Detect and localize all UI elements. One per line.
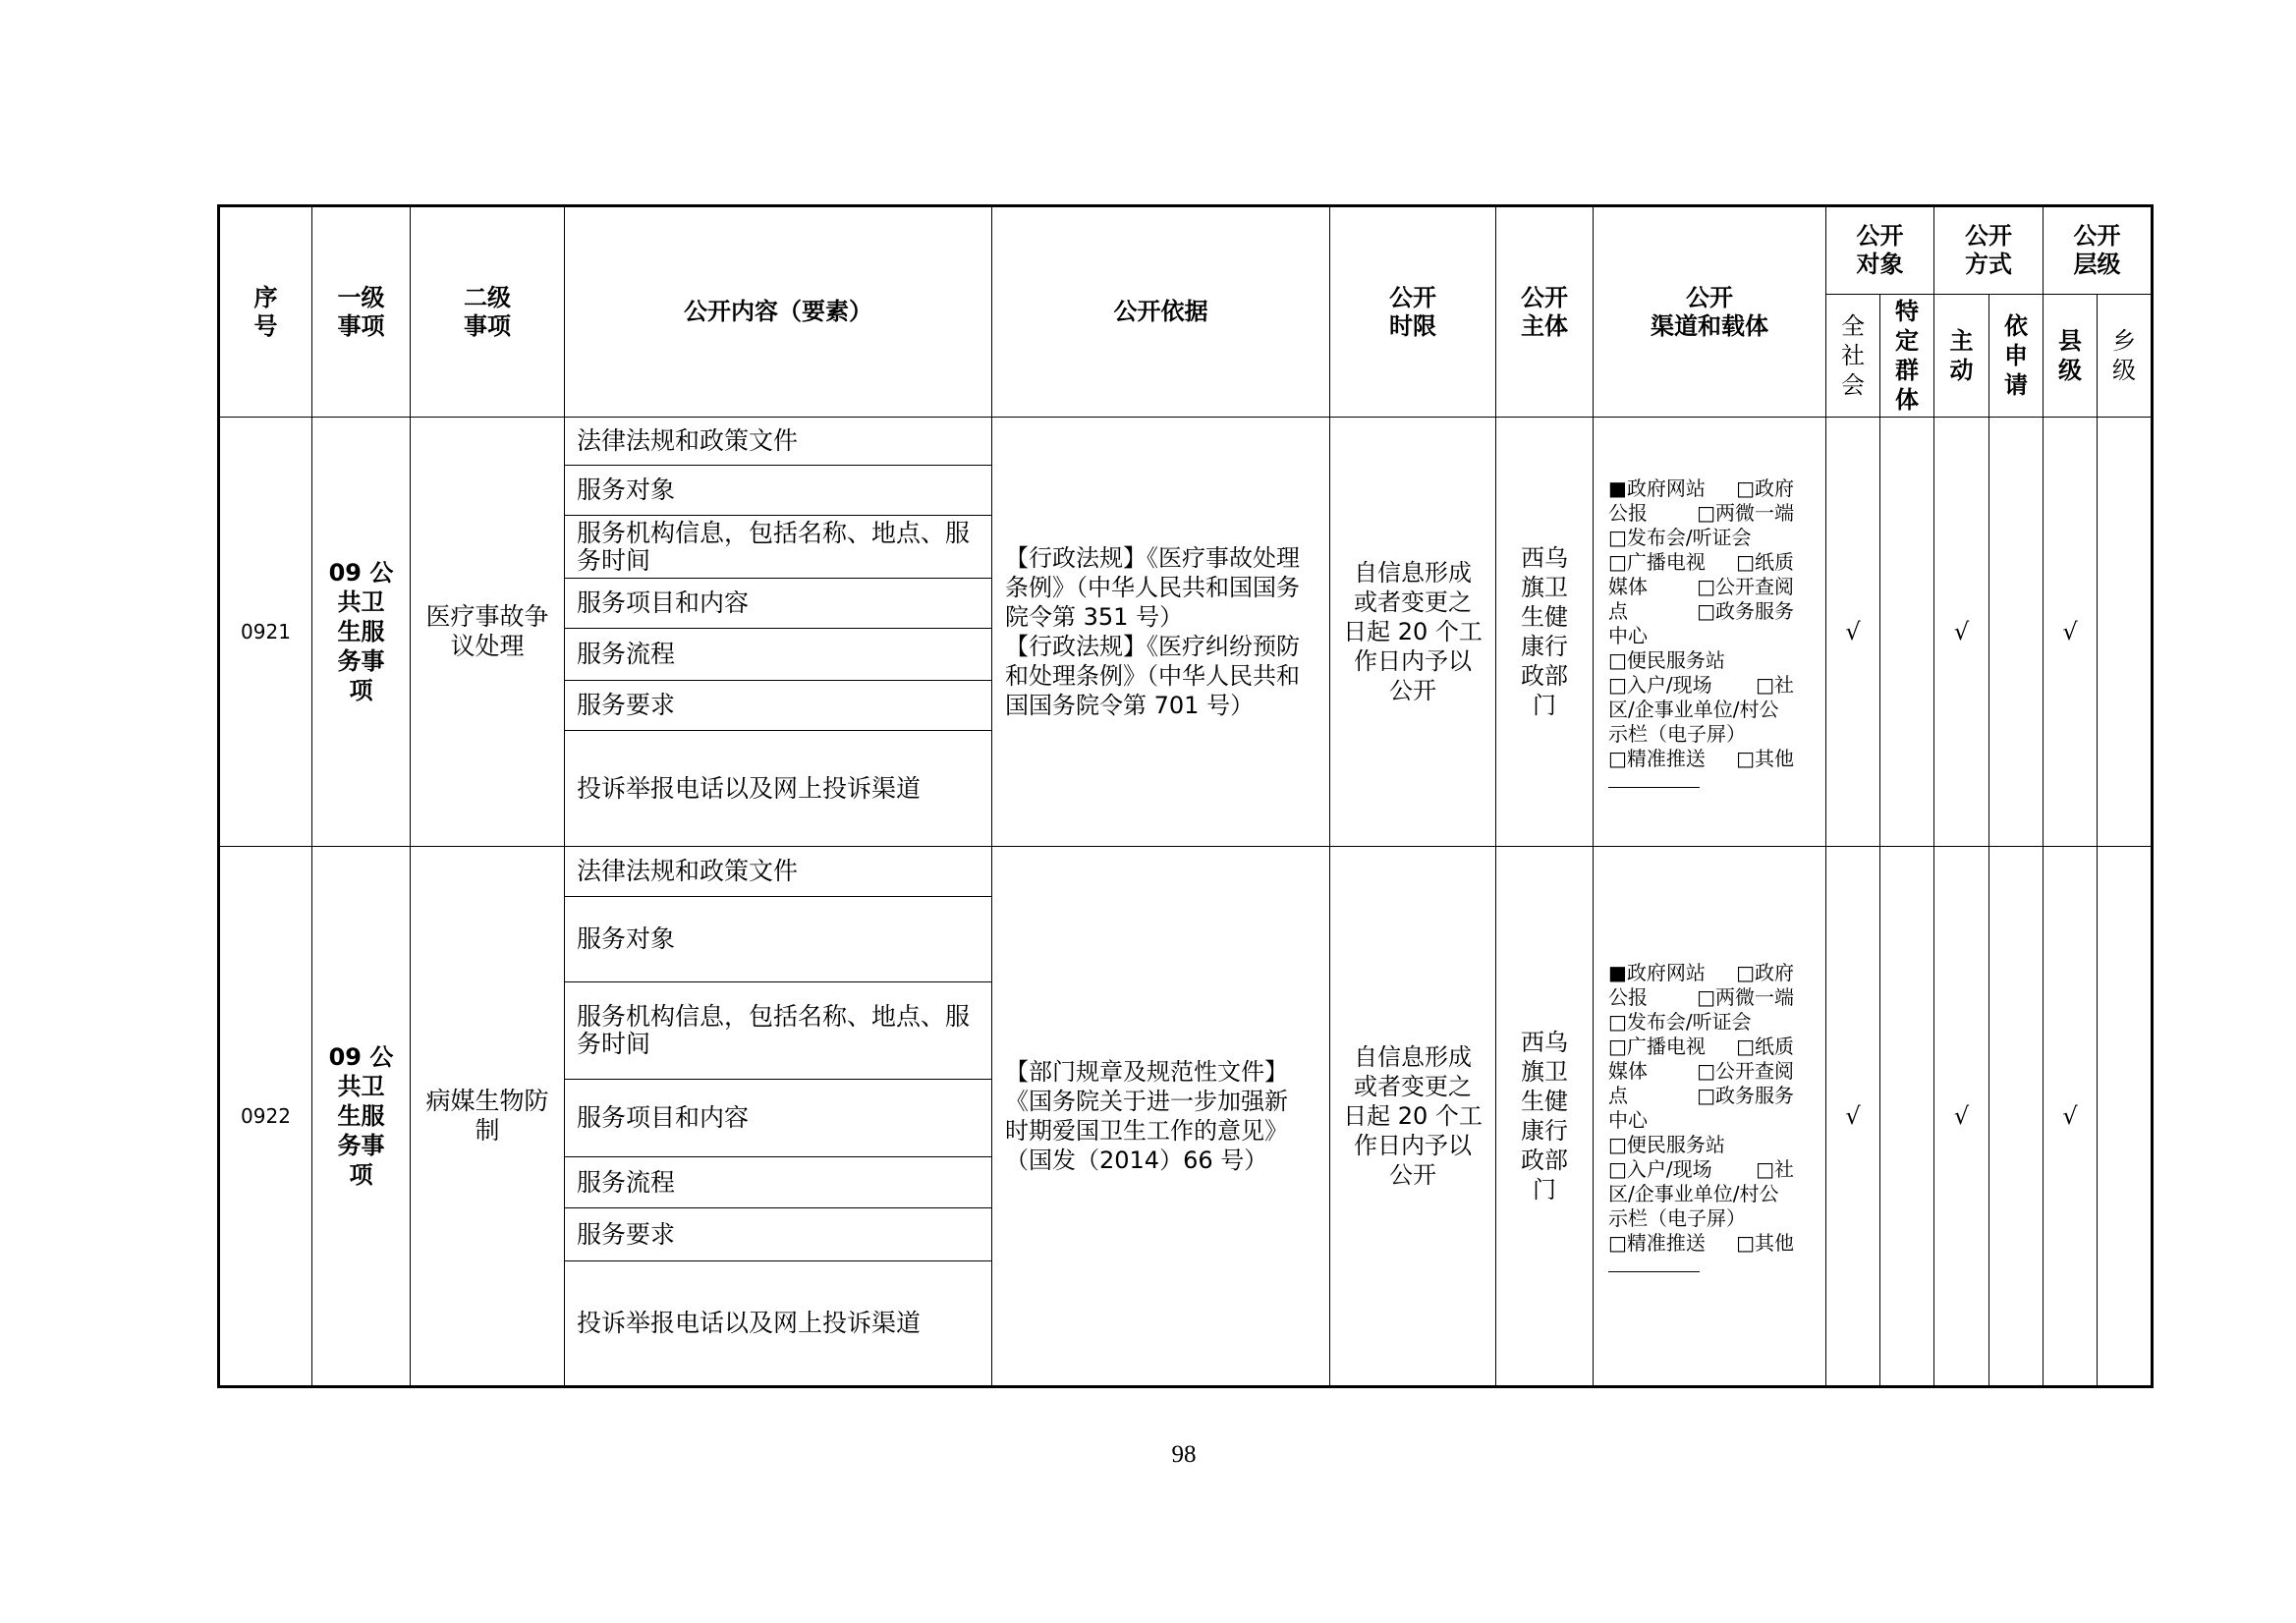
header-content <box>565 206 992 418</box>
content-item-cell <box>565 982 992 1080</box>
channel-option-group: 点 <box>1608 1083 1628 1107</box>
header-mode <box>1934 206 2044 295</box>
text-line: 级 <box>2058 357 2082 384</box>
text-line: 乡 <box>2112 327 2136 355</box>
channel-line <box>1608 1084 1794 1108</box>
channel-option-group: □政务服务 <box>1697 1083 1794 1107</box>
text-line: 《国务院关于进一步加强新 <box>1005 1088 1288 1115</box>
channel-line <box>1608 550 1794 575</box>
header-channel-text <box>1594 284 1825 341</box>
text-line: 服务要求 <box>577 691 676 719</box>
header-level2 <box>411 206 565 418</box>
table-row <box>219 418 2153 466</box>
check-cell <box>2044 418 2098 847</box>
text-line: 公开 <box>1856 222 1904 250</box>
text-line: 09 公 <box>328 1043 394 1071</box>
channel-line <box>1608 673 1794 698</box>
channel-option-group: □纸质 <box>1736 549 1794 574</box>
check-cell-empty <box>2098 418 2153 847</box>
check-mark: √ <box>1953 618 1970 645</box>
text-line: 【行政法规】《医疗纠纷预防 <box>1005 633 1300 660</box>
text-line: 康行 <box>1521 1117 1568 1145</box>
content-item-text <box>577 692 991 719</box>
text-line: 对象 <box>1856 251 1904 278</box>
channel-option-group: □两微一端 <box>1697 984 1794 1009</box>
time-limit-text <box>1330 558 1495 705</box>
text-line: 生健 <box>1521 603 1568 631</box>
channel-cell <box>1594 847 1826 1387</box>
channel-line <box>1608 501 1794 526</box>
header-channel <box>1594 206 1826 418</box>
header-subject <box>1496 206 1594 418</box>
text-line: 项 <box>349 1161 373 1189</box>
content-item-text <box>577 1169 991 1197</box>
text-line: 共卫 <box>337 588 385 616</box>
content-item-cell <box>565 629 992 681</box>
seq-number: 0922 <box>241 1104 291 1128</box>
text-line: 特 <box>1895 298 1919 325</box>
channel-option-group: □公开查阅 <box>1697 1058 1794 1083</box>
text-line: 事项 <box>464 311 511 340</box>
content-item-text <box>577 1221 991 1249</box>
channel-option-group: □两微一端 <box>1697 500 1794 525</box>
text-line: 公开 <box>1389 283 1436 311</box>
content-item-cell <box>565 1080 992 1157</box>
text-line: 号 <box>253 311 278 340</box>
header-tier-text <box>2044 222 2151 279</box>
channel-option-group: □广播电视 <box>1608 549 1706 574</box>
channel-option-group: ■政府网站 <box>1608 476 1706 500</box>
text-line: 服务机构信息，包括名称、地点、服 <box>577 1002 971 1031</box>
level2-cell <box>411 847 565 1387</box>
text-line: 群 <box>1895 357 1919 384</box>
text-line: 生健 <box>1521 1088 1568 1115</box>
header-content-text: 公开内容（要素） <box>684 298 872 325</box>
channel-option-group: □广播电视 <box>1608 1034 1706 1058</box>
content-item-text <box>577 858 991 885</box>
text-line: 国国务院令第 701 号） <box>1005 692 1255 719</box>
header-level2-text <box>411 284 564 341</box>
channel-line: 中心 <box>1608 623 1648 647</box>
text-line: 二级 <box>464 283 511 311</box>
channel-option-group: □政府 <box>1736 960 1794 984</box>
text-line: （国发（2014）66 号） <box>1005 1147 1268 1174</box>
header-tier-county <box>2044 295 2098 418</box>
content-item-cell <box>565 1157 992 1208</box>
text-line: 主 <box>1949 327 1974 355</box>
text-line: 公开 <box>1521 283 1568 311</box>
time-limit-cell <box>1330 847 1496 1387</box>
text-line: 服务对象 <box>577 924 676 953</box>
header-mode-active <box>1934 295 1989 418</box>
text-line: 生服 <box>337 618 385 645</box>
level2-text <box>411 602 564 661</box>
channel-option-group: □社 <box>1756 672 1794 697</box>
check-cell <box>1826 418 1880 847</box>
text-line: 条例》（中华人民共和国国务 <box>1005 574 1300 601</box>
text-line: 日起 20 个工 <box>1343 618 1483 645</box>
text-line: 层级 <box>2073 251 2121 278</box>
check-cell <box>1826 847 1880 1387</box>
level1-text <box>312 558 410 705</box>
channel-option-group: □公开查阅 <box>1697 574 1794 598</box>
check-mark: √ <box>1845 618 1861 645</box>
header-seq-text <box>220 284 311 341</box>
header-tier-township <box>2098 295 2153 418</box>
header-mode-active-text <box>1934 326 1988 385</box>
header-audience <box>1826 206 1934 295</box>
check-cell <box>1934 418 1989 847</box>
basis-text <box>1005 543 1329 720</box>
text-line: 病媒生物防 <box>425 1087 549 1115</box>
text-line: 服务要求 <box>577 1219 676 1249</box>
text-line: 和处理条例》（中华人民共和 <box>1005 662 1300 690</box>
header-subject-text <box>1496 284 1593 341</box>
header-time-limit-text <box>1330 284 1495 341</box>
content-item-cell <box>565 579 992 629</box>
page-number: 98 <box>1171 1441 1197 1468</box>
content-item-cell <box>565 466 992 516</box>
header-audience-specific <box>1880 295 1934 418</box>
text-line: 全 <box>1841 312 1865 340</box>
content-item-text <box>577 476 991 504</box>
text-line: 制 <box>475 1116 500 1145</box>
channel-options <box>1608 961 1825 1256</box>
text-line: 务事 <box>337 647 385 675</box>
check-cell-empty <box>2098 847 2153 1387</box>
text-line: 09 公 <box>328 559 394 587</box>
text-line: 项 <box>349 677 373 704</box>
channel-option-group: □其他 <box>1736 1230 1794 1255</box>
channel-line: 区/企事业单位/村公 <box>1608 1181 1779 1205</box>
text-line: 法律法规和政策文件 <box>577 857 799 885</box>
channel-option-group: 公报 <box>1608 984 1648 1009</box>
content-item-text <box>577 925 991 953</box>
text-line: 自信息形成 <box>1354 1043 1472 1071</box>
text-line: 序 <box>253 283 278 311</box>
text-line: 方式 <box>1965 251 2012 278</box>
channel-option-group: 媒体 <box>1608 574 1648 598</box>
channel-line: □便民服务站 <box>1608 647 1725 672</box>
text-line: 公开 <box>2073 222 2121 250</box>
channel-line <box>1608 961 1794 985</box>
text-line: 社 <box>1841 342 1865 369</box>
text-line: 务时间 <box>577 545 651 575</box>
header-mode-on-request-text <box>1989 311 2043 400</box>
header-time-limit <box>1330 206 1496 418</box>
channel-option-group: □入户/现场 <box>1608 1156 1712 1181</box>
channel-option-group: □政府 <box>1736 476 1794 500</box>
text-line: 请 <box>2004 371 2028 399</box>
channel-cell <box>1594 418 1826 847</box>
channel-underline <box>1608 1271 1700 1272</box>
content-item-text <box>577 641 991 668</box>
text-line: 事项 <box>337 311 385 340</box>
text-line: 共卫 <box>337 1073 385 1100</box>
text-line: 议处理 <box>450 632 525 660</box>
content-item-text <box>577 589 991 617</box>
text-line: 旗卫 <box>1521 1058 1568 1086</box>
content-item-text <box>577 1003 991 1058</box>
text-line: 公开 <box>1389 1161 1436 1189</box>
text-line: 医疗事故争 <box>425 602 549 631</box>
text-line: 法律法规和政策文件 <box>577 426 799 455</box>
channel-line <box>1608 985 1794 1010</box>
channel-line <box>1608 747 1794 771</box>
seq-number: 0921 <box>241 620 291 644</box>
header-mode-on-request <box>1989 295 2044 418</box>
text-line: 旗卫 <box>1521 574 1568 601</box>
content-item-cell <box>565 1261 992 1387</box>
subject-cell <box>1496 847 1594 1387</box>
content-item-cell <box>565 847 992 897</box>
channel-line <box>1608 1035 1794 1059</box>
check-cell-empty <box>1880 847 1934 1387</box>
check-mark: √ <box>1845 1102 1861 1130</box>
channel-line <box>1608 1059 1794 1084</box>
seq-cell <box>219 847 312 1387</box>
text-line: 渠道和载体 <box>1651 311 1768 340</box>
text-line: 服务项目和内容 <box>577 1103 750 1132</box>
channel-line <box>1608 599 1794 624</box>
header-audience-all <box>1826 295 1880 418</box>
text-line: 公开 <box>1389 677 1436 704</box>
text-line: 务时间 <box>577 1030 651 1058</box>
check-cell-empty <box>1989 418 2044 847</box>
channel-options <box>1608 476 1825 771</box>
content-item-text <box>577 427 991 455</box>
text-line: 西乌 <box>1521 544 1568 572</box>
text-line: 主体 <box>1521 311 1568 340</box>
content-item-cell <box>565 516 992 579</box>
disclosure-table <box>217 204 2154 1388</box>
text-line: 康行 <box>1521 633 1568 660</box>
text-line: 投诉举报电话以及网上投诉渠道 <box>577 1309 922 1337</box>
text-line: 公开 <box>1686 283 1733 311</box>
channel-line <box>1608 1157 1794 1182</box>
text-line: 服务机构信息，包括名称、地点、服 <box>577 518 971 547</box>
channel-option-group: □精准推送 <box>1608 746 1706 770</box>
text-line: 时期爱国卫生工作的意见》 <box>1005 1117 1288 1145</box>
check-cell <box>1934 847 1989 1387</box>
channel-line: □发布会/听证会 <box>1608 1009 1752 1034</box>
text-line: 或者变更之 <box>1354 588 1472 616</box>
text-line: 门 <box>1533 692 1556 719</box>
content-item-cell <box>565 1208 992 1261</box>
header-mode-text <box>1934 222 2043 279</box>
text-line: 会 <box>1841 371 1865 399</box>
seq-cell <box>219 418 312 847</box>
text-line: 【行政法规】《医疗事故处理 <box>1005 544 1300 572</box>
header-audience-specific-text <box>1880 297 1933 415</box>
text-line: 生服 <box>337 1102 385 1130</box>
text-line: 公开 <box>1965 222 2012 250</box>
header-level1-text <box>312 284 410 341</box>
check-mark: √ <box>2062 1102 2078 1130</box>
text-line: 服务对象 <box>577 476 676 504</box>
text-line: 依 <box>2004 312 2028 340</box>
channel-line: 示栏（电子屏） <box>1608 1205 1746 1230</box>
header-row <box>219 206 2153 295</box>
channel-line <box>1608 575 1794 599</box>
check-cell-empty <box>1880 418 1934 847</box>
content-item-text <box>577 775 991 803</box>
header-basis-text: 公开依据 <box>1113 298 1208 325</box>
text-line: 服务流程 <box>577 1167 676 1197</box>
check-mark: √ <box>1953 1102 1970 1130</box>
content-item-text <box>577 1310 991 1337</box>
text-line: 自信息形成 <box>1354 559 1472 587</box>
level1-cell <box>312 418 411 847</box>
header-audience-text <box>1826 222 1933 279</box>
content-item-text <box>577 520 991 575</box>
text-line: 申 <box>2004 342 2028 369</box>
channel-option-group: □精准推送 <box>1608 1230 1706 1255</box>
header-tier-county-text <box>2044 326 2097 385</box>
content-item-cell <box>565 681 992 731</box>
text-line: 作日内予以 <box>1354 1132 1472 1159</box>
text-line: 或者变更之 <box>1354 1073 1472 1100</box>
header-seq <box>219 206 312 418</box>
channel-option-group: □入户/现场 <box>1608 672 1712 697</box>
basis-cell <box>992 418 1330 847</box>
text-line: 定 <box>1895 327 1919 355</box>
content-item-cell <box>565 897 992 982</box>
basis-cell <box>992 847 1330 1387</box>
subject-text <box>1496 543 1593 720</box>
channel-line: 示栏（电子屏） <box>1608 721 1746 746</box>
text-line: 服务流程 <box>577 640 676 668</box>
text-line: 院令第 351 号） <box>1005 603 1184 631</box>
table-row <box>219 847 2153 897</box>
channel-line: □发布会/听证会 <box>1608 525 1752 549</box>
content-item-text <box>577 1104 991 1132</box>
channel-line: 区/企事业单位/村公 <box>1608 697 1779 721</box>
channel-option-group: □政务服务 <box>1697 598 1794 623</box>
text-line: 作日内予以 <box>1354 647 1472 675</box>
text-line: 务事 <box>337 1132 385 1159</box>
channel-line: □便民服务站 <box>1608 1132 1725 1156</box>
text-line: 一级 <box>337 283 385 311</box>
level1-text <box>312 1042 410 1190</box>
channel-option-group: □其他 <box>1736 746 1794 770</box>
time-limit-cell <box>1330 418 1496 847</box>
text-line: 时限 <box>1389 311 1436 340</box>
check-cell <box>2044 847 2098 1387</box>
channel-option-group: 点 <box>1608 598 1628 623</box>
time-limit-text <box>1330 1042 1495 1190</box>
subject-cell <box>1496 418 1594 847</box>
text-line: 日起 20 个工 <box>1343 1102 1483 1130</box>
content-item-cell <box>565 418 992 466</box>
channel-line <box>1608 1231 1794 1256</box>
channel-option-group: 媒体 <box>1608 1058 1648 1083</box>
text-line: 动 <box>1949 357 1974 384</box>
channel-option-group: □社 <box>1756 1156 1794 1181</box>
check-mark: √ <box>2062 618 2078 645</box>
header-tier <box>2044 206 2153 295</box>
header-tier-township-text <box>2098 326 2151 385</box>
level2-text <box>411 1087 564 1146</box>
text-line: 门 <box>1533 1176 1556 1203</box>
text-line: 西乌 <box>1521 1029 1568 1056</box>
level2-cell <box>411 418 565 847</box>
channel-option-group: ■政府网站 <box>1608 960 1706 984</box>
level1-cell <box>312 847 411 1387</box>
text-line: 投诉举报电话以及网上投诉渠道 <box>577 773 922 803</box>
channel-line <box>1608 476 1794 501</box>
text-line: 【部门规章及规范性文件】 <box>1005 1058 1288 1086</box>
text-line: 政部 <box>1521 1147 1568 1174</box>
header-audience-all-text <box>1826 311 1879 400</box>
channel-underline <box>1608 787 1700 788</box>
text-line: 县 <box>2058 327 2082 355</box>
text-line: 服务项目和内容 <box>577 588 750 617</box>
text-line: 级 <box>2112 357 2136 384</box>
channel-option-group: 公报 <box>1608 500 1648 525</box>
channel-option-group: □纸质 <box>1736 1034 1794 1058</box>
subject-text <box>1496 1028 1593 1204</box>
header-basis <box>992 206 1330 418</box>
channel-line: 中心 <box>1608 1107 1648 1132</box>
content-item-cell <box>565 731 992 847</box>
check-cell-empty <box>1989 847 2044 1387</box>
text-line: 体 <box>1895 386 1919 414</box>
basis-text <box>1005 1057 1329 1175</box>
text-line: 政部 <box>1521 662 1568 690</box>
header-level1 <box>312 206 411 418</box>
